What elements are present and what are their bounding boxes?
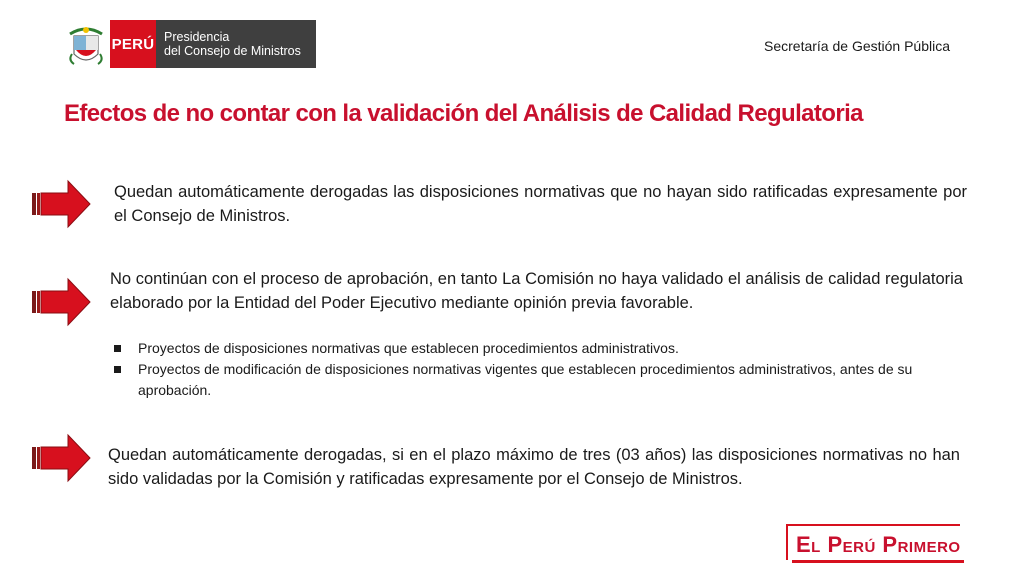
- effect-text-2: No continúan con el proceso de aprobación, en tanto La Comisión no haya validado el análisis de calidad regulatoria elaborado por la Entidad del Poder Ejecutivo mediante opinión previa favorable.: [110, 270, 963, 312]
- pcm-logo: [66, 20, 316, 68]
- bullet-list: [112, 338, 972, 401]
- el-peru-primero-logo: [786, 524, 966, 566]
- effect-text-3: Quedan automáticamente derogadas, si en el plazo máximo de tres (03 años) las disposiciones normativas no han sido validadas por la Comisión y ratificadas expresamente por el Consejo de Ministros.: [108, 446, 960, 488]
- logo-line-1: Presidencia: [164, 30, 230, 44]
- logo-institution: [156, 20, 316, 68]
- arrow-right-icon: [30, 178, 92, 230]
- arrow-right-icon: [30, 432, 92, 484]
- brand-text: El Perú Primero: [796, 532, 961, 557]
- brand-underline: [792, 560, 964, 563]
- bullet-text: Proyectos de disposiciones normativas que establecen procedimientos administrativos.: [138, 340, 679, 356]
- list-item: [112, 338, 972, 359]
- coat-of-arms-icon: [66, 20, 106, 68]
- arrow-right-icon: [30, 276, 92, 328]
- bullet-square-icon: [114, 345, 121, 352]
- effect-text-1: Quedan automáticamente derogadas las disposiciones normativas que no hayan sido ratificadas expresamente por el Consejo de Ministros.: [114, 183, 967, 225]
- bullet-square-icon: [114, 366, 121, 373]
- list-item: [112, 359, 972, 401]
- logo-peru-label: PERÚ: [110, 20, 156, 68]
- logo-line-2: del Consejo de Ministros: [164, 44, 301, 58]
- bullet-text: Proyectos de modificación de disposiciones normativas vigentes que establecen procedimientos administrativos, antes de su aprobación.: [138, 361, 913, 398]
- page-title: Efectos de no contar con la validación del Análisis de Calidad Regulatoria: [64, 100, 863, 127]
- secretaria-label: Secretaría de Gestión Pública: [764, 38, 950, 54]
